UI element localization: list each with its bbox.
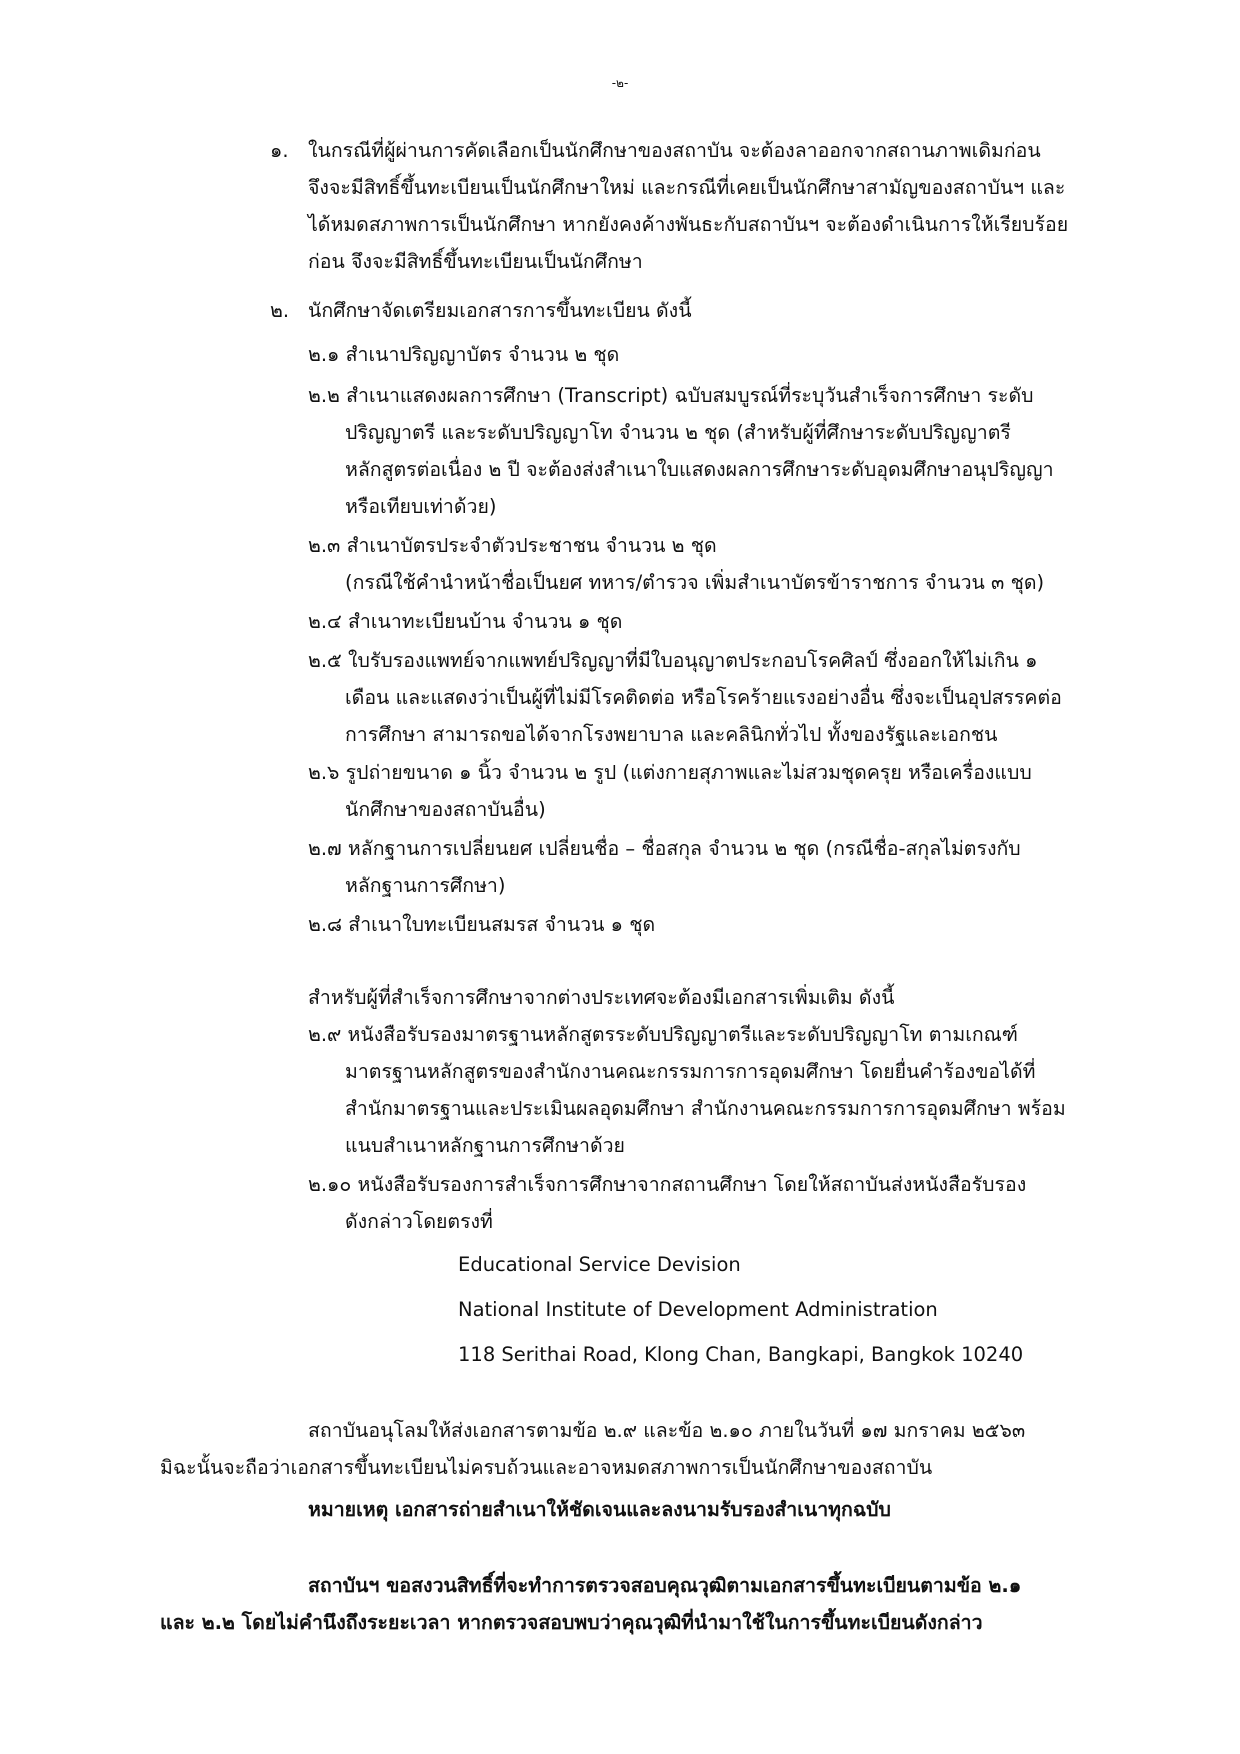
- item-2-9-line-1: ๒.๙ หนังสือรับรองมาตรฐานหลักสูตรระดับปริญญาตรีและระดับปริญญาโท ตามเกณฑ์: [308, 1023, 1018, 1046]
- item-2-number: ๒.: [270, 299, 290, 322]
- item-2-7-line-2: หลักฐานการศึกษา): [345, 874, 506, 897]
- reservation-line-2: และ ๒.๒ โดยไม่คำนึงถึงระยะเวลา หากตรวจสอบพบว่าคุณวุฒิที่นำมาใช้ในการขึ้นทะเบียนดังกล่าว: [160, 1611, 983, 1634]
- item-2-7-line-1: ๒.๗ หลักฐานการเปลี่ยนยศ เปลี่ยนชื่อ – ชื่อสกุล จำนวน ๒ ชุด (กรณีชื่อ-สกุลไม่ตรงกับ: [308, 837, 1021, 860]
- item-2-10-line-2: ดังกล่าวโดยตรงที่: [345, 1210, 493, 1233]
- item-2-5-line-2: เดือน และแสดงว่าเป็นผู้ที่ไม่มีโรคติดต่อ หรือโรคร้ายแรงอย่างอื่น ซึ่งจะเป็นอุปสรรคต่อ: [345, 686, 1062, 709]
- item-2-6-line-2: นักศึกษาของสถาบันอื่น): [345, 798, 546, 821]
- item-2-3-line-1: ๒.๓ สำเนาบัตรประจำตัวประชาชน จำนวน ๒ ชุด: [308, 534, 717, 557]
- item-2-2-line-4: หรือเทียบเท่าด้วย): [345, 495, 497, 518]
- item-2-5-line-1: ๒.๕ ใบรับรองแพทย์จากแพทย์ปริญญาที่มีใบอนุญาตประกอบโรคศิลป์ ซึ่งออกให้ไม่เกิน ๑: [308, 649, 1038, 672]
- item-1-number: ๑.: [270, 139, 289, 162]
- item-2-2-line-2: ปริญญาตรี และระดับปริญญาโท จำนวน ๒ ชุด (สำหรับผู้ที่ศึกษาระดับปริญญาตรี: [345, 421, 1011, 444]
- item-2-9-line-4: แนบสำเนาหลักฐานการศึกษาด้วย: [345, 1134, 625, 1157]
- item-2-8: ๒.๘ สำเนาใบทะเบียนสมรส จำนวน ๑ ชุด: [308, 913, 656, 936]
- item-2-2-line-1: ๒.๒ สำเนาแสดงผลการศึกษา (Transcript) ฉบับสมบูรณ์ที่ระบุวันสำเร็จการศึกษา ระดับ: [308, 384, 1034, 407]
- item-2-1: ๒.๑ สำเนาปริญญาบัตร จำนวน ๒ ชุด: [308, 343, 620, 366]
- item-2-9-line-3: สำนักมาตรฐานและประเมินผลอุดมศึกษา สำนักงานคณะกรรมการการอุดมศึกษา พร้อม: [345, 1097, 1066, 1120]
- address-line-2: National Institute of Development Administration: [458, 1298, 938, 1321]
- item-2-heading: นักศึกษาจัดเตรียมเอกสารการขึ้นทะเบียน ดังนี้: [308, 299, 692, 322]
- item-2-5-line-3: การศึกษา สามารถขอได้จากโรงพยาบาล และคลินิกทั่วไป ทั้งของรัฐและเอกชน: [345, 723, 998, 746]
- reservation-line-1: สถาบันฯ ขอสงวนสิทธิ์ที่จะทำการตรวจสอบคุณวุฒิตามเอกสารขึ้นทะเบียนตามข้อ ๒.๑: [308, 1574, 1022, 1597]
- note: หมายเหตุ เอกสารถ่ายสำเนาให้ชัดเจนและลงนามรับรองสำเนาทุกฉบับ: [308, 1498, 891, 1521]
- item-2-2-line-3: หลักสูตรต่อเนื่อง ๒ ปี จะต้องส่งสำเนาใบแสดงผลการศึกษาระดับอุดมศึกษาอนุปริญญา: [345, 458, 1054, 481]
- item-2-4: ๒.๔ สำเนาทะเบียนบ้าน จำนวน ๑ ชุด: [308, 610, 623, 633]
- item-1-line-1: ในกรณีที่ผู้ผ่านการคัดเลือกเป็นนักศึกษาของสถาบัน จะต้องลาออกจากสถานภาพเดิมก่อน: [308, 139, 1041, 162]
- address-line-1: Educational Service Devision: [458, 1253, 741, 1276]
- deadline-line-2: มิฉะนั้นจะถือว่าเอกสารขึ้นทะเบียนไม่ครบถ้วนและอาจหมดสภาพการเป็นนักศึกษาของสถาบัน: [160, 1456, 933, 1479]
- foreign-heading: สำหรับผู้ที่สำเร็จการศึกษาจากต่างประเทศจะต้องมีเอกสารเพิ่มเติม ดังนี้: [308, 986, 895, 1009]
- page-number: -๒-: [611, 76, 629, 90]
- deadline-line-1: สถาบันอนุโลมให้ส่งเอกสารตามข้อ ๒.๙ และข้อ ๒.๑๐ ภายในวันที่ ๑๗ มกราคม ๒๕๖๓: [308, 1419, 1026, 1442]
- item-1-line-3: ได้หมดสภาพการเป็นนักศึกษา หากยังคงค้างพันธะกับสถาบันฯ จะต้องดำเนินการให้เรียบร้อย: [308, 213, 1069, 236]
- address-line-3: 118 Serithai Road, Klong Chan, Bangkapi, Bangkok 10240: [458, 1343, 1024, 1366]
- item-2-9-line-2: มาตรฐานหลักสูตรของสำนักงานคณะกรรมการการอุดมศึกษา โดยยื่นคำร้องขอได้ที่: [345, 1060, 1036, 1083]
- item-1-line-2: จึงจะมีสิทธิ์ขึ้นทะเบียนเป็นนักศึกษาใหม่ และกรณีที่เคยเป็นนักศึกษาสามัญของสถาบันฯ และ: [308, 176, 1066, 199]
- item-2-6-line-1: ๒.๖ รูปถ่ายขนาด ๑ นิ้ว จำนวน ๒ รูป (แต่งกายสุภาพและไม่สวมชุดครุย หรือเครื่องแบบ: [308, 761, 1032, 784]
- item-2-10-line-1: ๒.๑๐ หนังสือรับรองการสำเร็จการศึกษาจากสถานศึกษา โดยให้สถาบันส่งหนังสือรับรอง: [308, 1173, 1027, 1196]
- item-1-line-4: ก่อน จึงจะมีสิทธิ์ขึ้นทะเบียนเป็นนักศึกษา: [308, 250, 643, 273]
- item-2-3-line-2: (กรณีใช้คำนำหน้าชื่อเป็นยศ ทหาร/ตำรวจ เพิ่มสำเนาบัตรข้าราชการ จำนวน ๓ ชุด): [345, 571, 1045, 594]
